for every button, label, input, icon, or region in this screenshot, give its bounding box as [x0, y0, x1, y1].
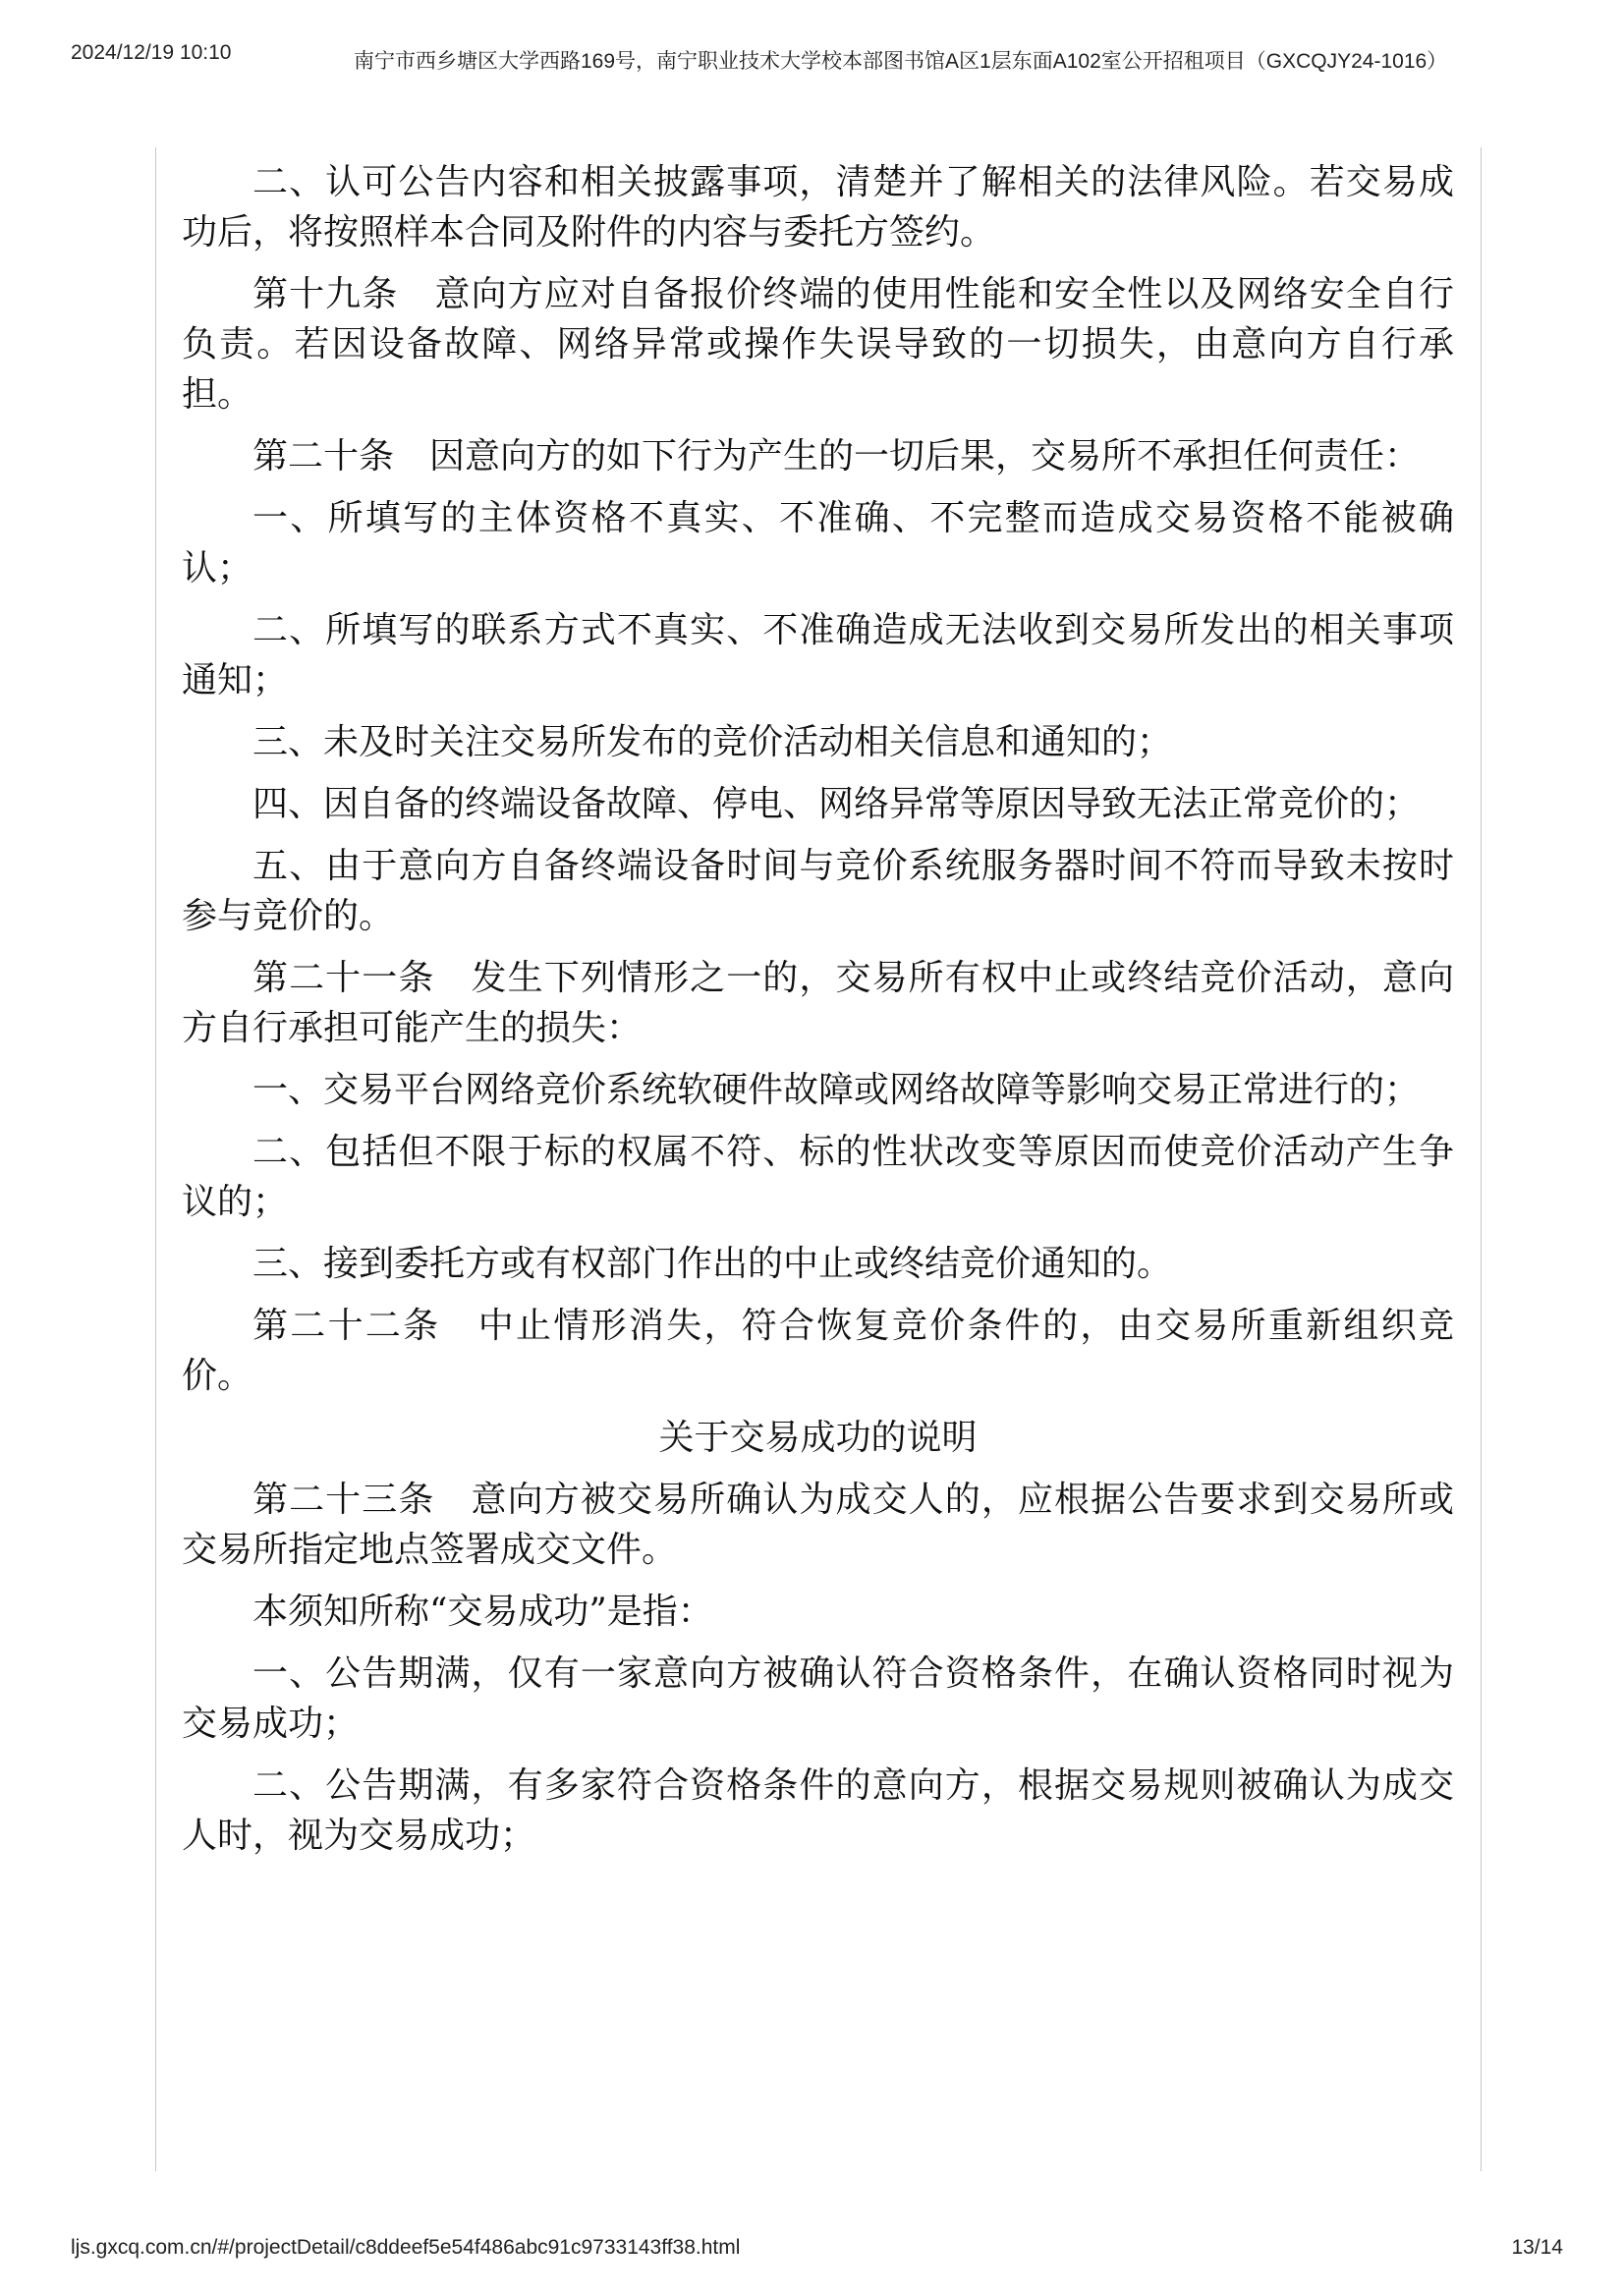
- page-url: ljs.gxcq.com.cn/#/projectDetail/c8ddeef5e54f486abc91c9733143ff38.html: [71, 2236, 741, 2259]
- paragraph: 三、接到委托方或有权部门作出的中止或终结竞价通知的。: [252, 1244, 1173, 1284]
- paragraph: 三、未及时关注交易所发布的竞价活动相关信息和通知的；: [252, 722, 1173, 762]
- paragraph: 一、所填写的主体资格不真实、不准确、不完整而造成交易资格不能被确认；: [182, 498, 1454, 588]
- article-20: 第二十条 因意向方的如下行为产生的一切后果，交易所不承担任何责任：: [252, 436, 1421, 476]
- paragraph: 二、包括但不限于标的权属不符、标的性状改变等原因而使竞价活动产生争议的；: [182, 1132, 1454, 1222]
- document-body: [182, 157, 1454, 1873]
- print-footer: [0, 2236, 1624, 2275]
- paragraph: 四、因自备的终端设备故障、停电、网络异常等原因导致无法正常竞价的；: [252, 784, 1421, 824]
- paragraph: 二、所填写的联系方式不真实、不准确造成无法收到交易所发出的相关事项通知；: [182, 610, 1454, 700]
- paragraph: 二、公告期满，有多家符合资格条件的意向方，根据交易规则被确认为成交人时，视为交易成功；: [182, 1765, 1454, 1856]
- article-19: 第十九条 意向方应对自备报价终端的使用性能和安全性以及网络安全自行负责。若因设备故障、网络异常或操作失误导致的一切损失，由意向方自行承担。: [182, 274, 1454, 415]
- print-page-title: 南宁市西乡塘区大学西路169号，南宁职业技术大学校本部图书馆A区1层东面A102室公开招租项目（GXCQJY24-1016）: [354, 50, 1448, 73]
- paragraph: 五、由于意向方自备终端设备时间与竞价系统服务器时间不符而导致未按时参与竞价的。: [182, 846, 1454, 936]
- section-title: 关于交易成功的说明: [658, 1418, 978, 1458]
- print-header: [0, 37, 1624, 77]
- paragraph: 一、交易平台网络竞价系统软硬件故障或网络故障等影响交易正常进行的；: [252, 1070, 1421, 1110]
- paragraph: 本须知所称“交易成功”是指：: [252, 1592, 713, 1632]
- article-21: 第二十一条 发生下列情形之一的，交易所有权中止或终结竞价活动，意向方自行承担可能产生的损失：: [182, 958, 1454, 1048]
- paragraph: 二、认可公告内容和相关披露事项，清楚并了解相关的法律风险。若交易成功后，将按照样本合同及附件的内容与委托方签约。: [182, 162, 1454, 252]
- article-23: 第二十三条 意向方被交易所确认为成交人的，应根据公告要求到交易所或交易所指定地点签署成交文件。: [182, 1480, 1454, 1570]
- paragraph: 一、公告期满，仅有一家意向方被确认符合资格条件，在确认资格同时视为交易成功；: [182, 1653, 1454, 1744]
- document-frame: [155, 147, 1482, 2171]
- print-datetime: 2024/12/19 10:10: [71, 41, 232, 64]
- page-number: 13/14: [1511, 2236, 1563, 2259]
- article-22: 第二十二条 中止情形消失，符合恢复竞价条件的，由交易所重新组织竞价。: [182, 1306, 1454, 1396]
